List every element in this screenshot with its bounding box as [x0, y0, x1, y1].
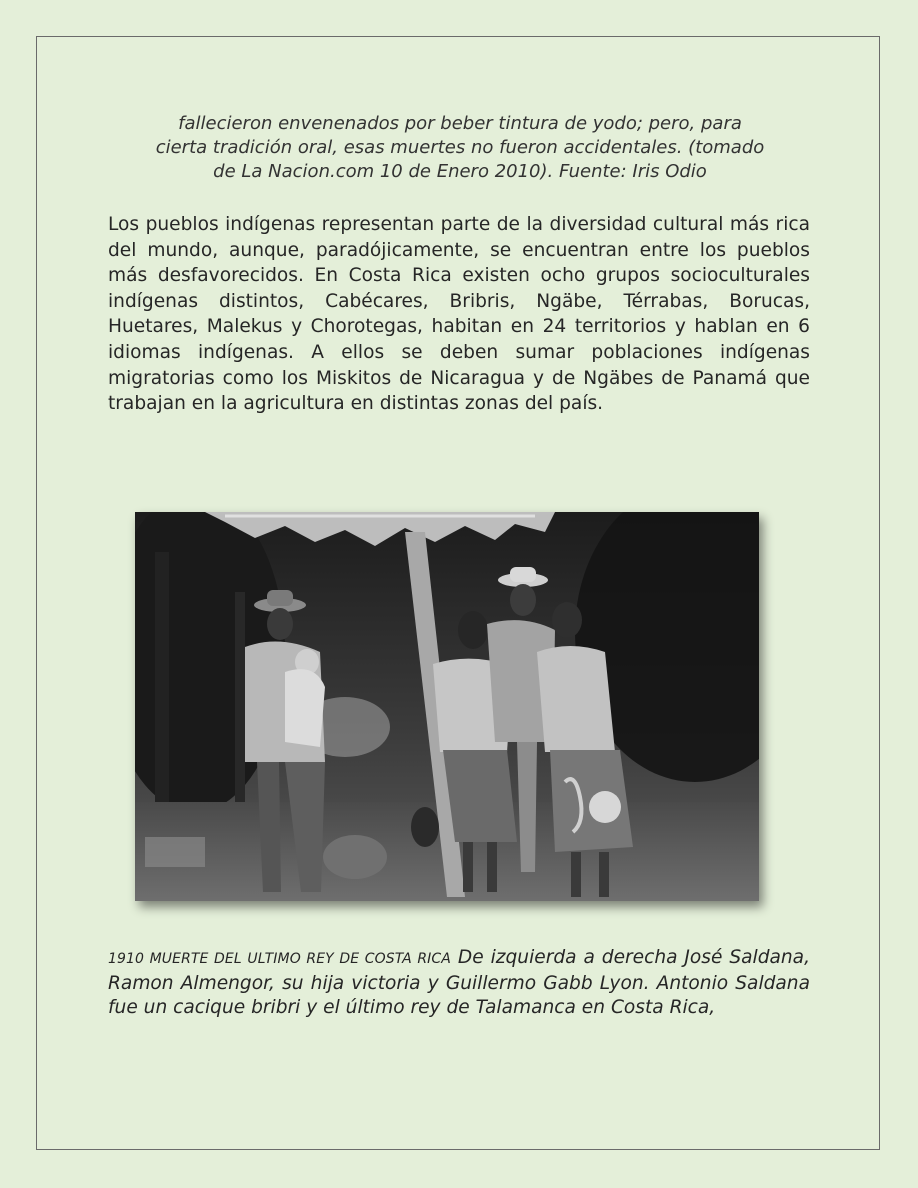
quote-line: cierta tradición oral, esas muertes no fueron accidentales. (tomado — [155, 137, 765, 158]
historical-photo — [135, 512, 759, 901]
body-paragraph: Los pueblos indígenas representan parte de la diversidad cultural más rica del mundo, aunque, paradójicamente, se encuentran entre los pueblos más desfavorecidos. En Costa Rica existen ocho grupos socioculturales indígenas distintos, Cabécares, Bribris, Ngäbe, Térrabas, Borucas, Huetares, Malekus y Chorotegas, habitan en 24 territorios y hablan en 6 idiomas indígenas. A ellos se deben sumar poblaciones indígenas migratorias como los Miskitos de Nicaragua y de Ngäbes de Panamá que trabajan en la agricultura en distintas zonas del país. — [108, 214, 810, 415]
quote-line: fallecieron envenenados por beber tintura de yodo; pero, para — [178, 113, 742, 134]
photo-illustration — [135, 512, 759, 901]
quote-paragraph — [110, 112, 810, 184]
photo-caption — [108, 946, 810, 1021]
caption-title: 1910 MUERTE DEL ULTIMO REY DE COSTA RICA — [108, 951, 451, 967]
caption-text: De izquierda a derecha José Saldana, Ramon Almengor, su hija victoria y Guillermo Gabb Lyon. Antonio Saldana fue un cacique bribri y el último rey de Talamanca en Costa Rica, — [108, 947, 810, 1018]
quote-line: de La Nacion.com 10 de Enero 2010). Fuente: Iris Odio — [213, 161, 707, 182]
